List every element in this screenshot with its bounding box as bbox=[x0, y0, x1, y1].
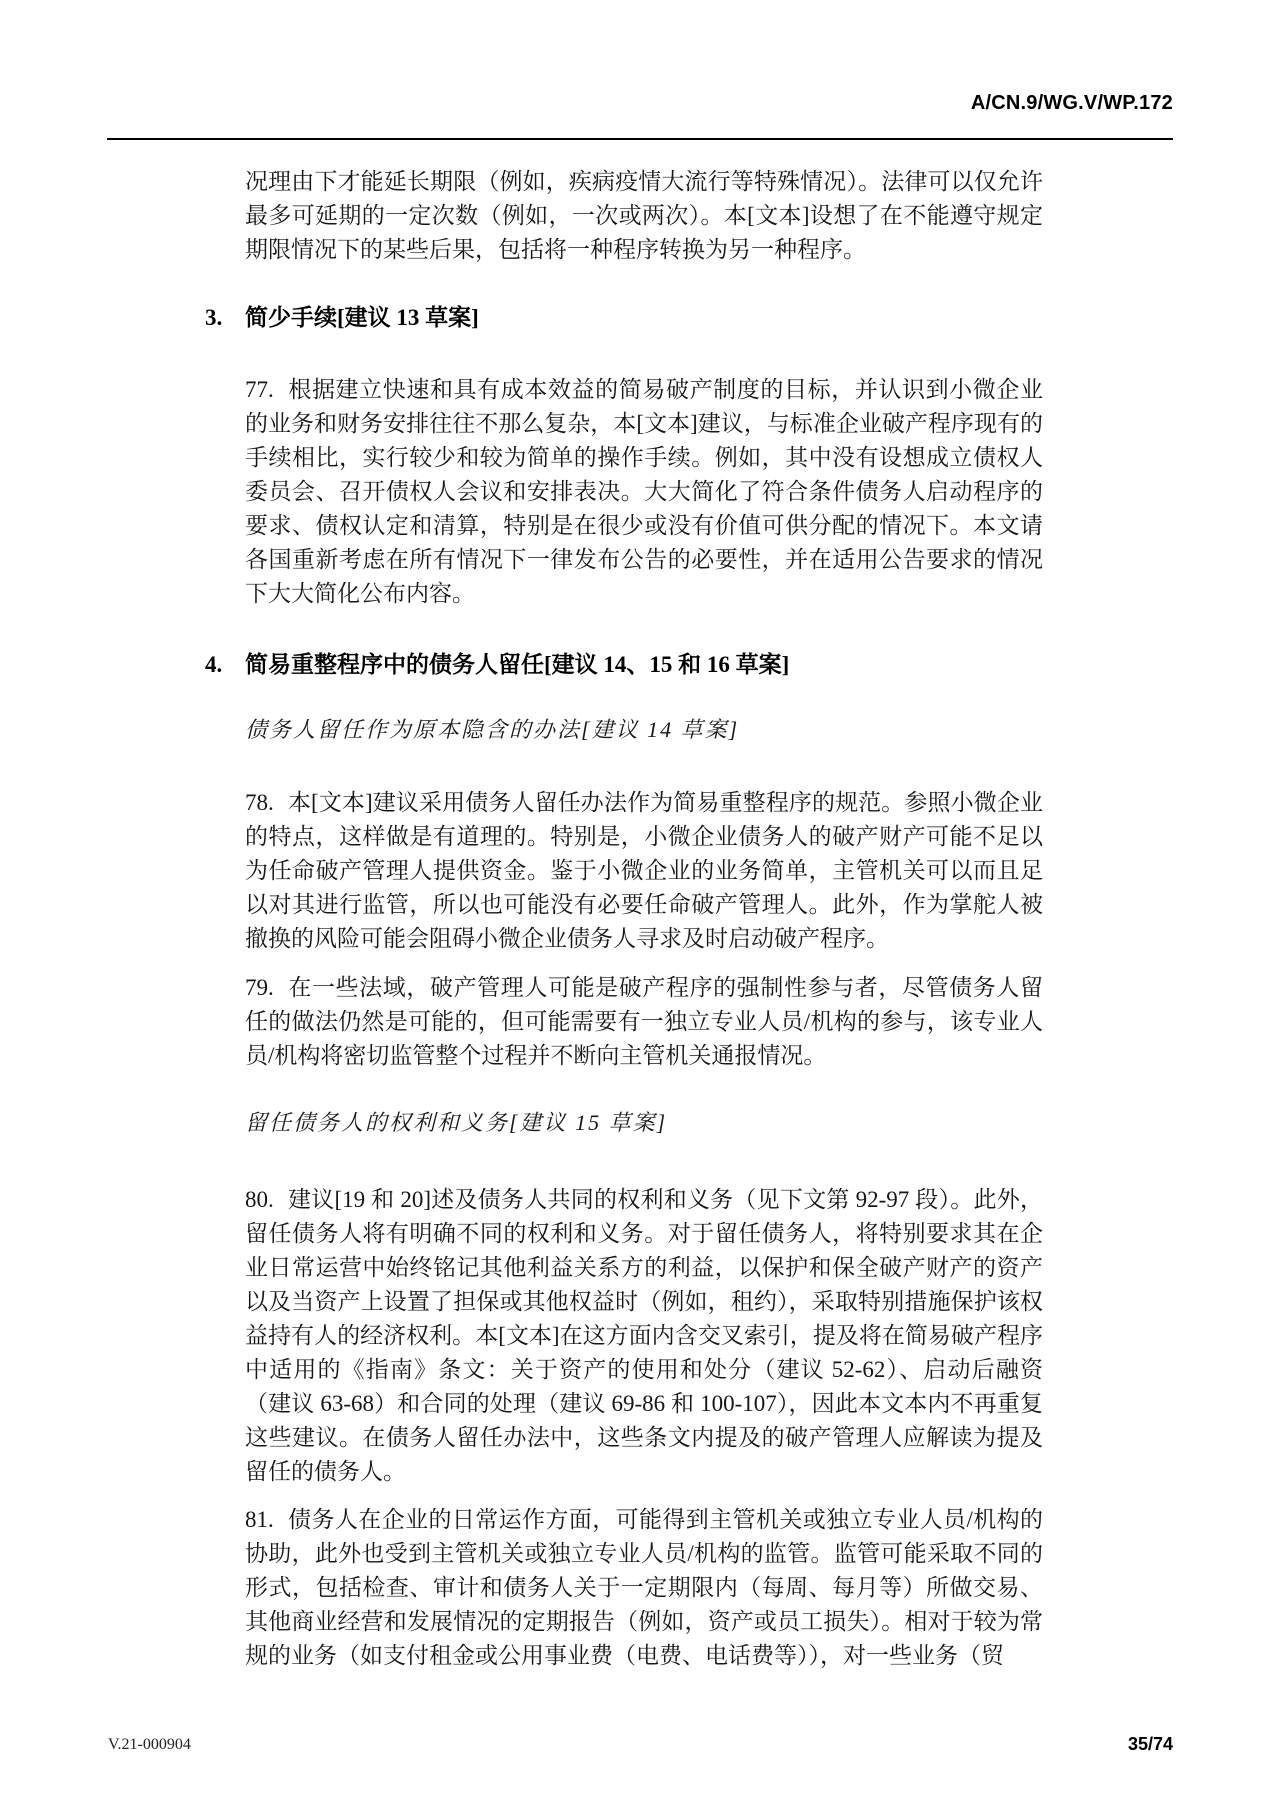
subheading-recommendation-15: 留任债务人的权利和义务[建议 15 草案] bbox=[245, 1110, 668, 1135]
paragraph-text: 建议[19 和 20]述及债务人共同的权利和义务（见下文第 92-97 段）。此外，留任债务人将有明确不同的权利和义务。对于留任债务人，将特别要求其在企业日常运营中始终铭记其他利益关系方的利益，以保护和保全破产财产的资产以及当资产上设置了担保或其他权益时（例如，租约），采取特别措施保护该权益持有人的经济权利。本[文本]在这方面内含交叉索引，提及将在简易破产程序中适用的《指南》条文：关于资产的使用和处分（建议 52-62）、启动后融资（建议 63-68）和合同的处理（建议 69-86 和 100-107），因此本文本内不再重复这些建议。在债务人留任办法中，这些条文内提及的破产管理人应解读为提及留任的债务人。 bbox=[245, 1187, 1043, 1484]
paragraph-number: 80. bbox=[245, 1187, 274, 1212]
paragraph-number: 77. bbox=[245, 377, 274, 402]
paragraph-continuation: 况理由下才能延长期限（例如，疾病疫情大流行等特殊情况）。法律可以仅允许最多可延期的一定次数（例如，一次或两次）。本[文本]设想了在不能遵守规定期限情况下的某些后果，包括将一种程序转换为另一种程序。 bbox=[245, 169, 1043, 262]
paragraph-78 bbox=[245, 786, 1043, 956]
footer-doc-number: V.21-000904 bbox=[108, 1736, 191, 1753]
paragraph-text: 债务人在企业的日常运作方面，可能得到主管机关或独立专业人员/机构的协助，此外也受到主管机关或独立专业人员/机构的监管。监管可能采取不同的形式，包括检查、审计和债务人关于一定期限内（每周、每月等）所做交易、其他商业经营和发展情况的定期报告（例如，资产或员工损失）。相对于较为常规的业务（如支付租金或公用事业费（电费、电话费等）），对一些业务（贸 bbox=[245, 1507, 1043, 1668]
paragraph-80 bbox=[245, 1183, 1043, 1489]
paragraph-81 bbox=[245, 1503, 1043, 1673]
header-rule bbox=[107, 138, 1173, 140]
section-title: 简易重整程序中的债务人留任[建议 14、15 和 16 草案] bbox=[245, 652, 790, 677]
paragraph-number: 78. bbox=[245, 790, 274, 815]
paragraph-text: 根据建立快速和具有成本效益的简易破产制度的目标，并认识到小微企业的业务和财务安排往往不那么复杂，本[文本]建议，与标准企业破产程序现有的手续相比，实行较少和较为简单的操作手续。例如，其中没有设想成立债权人委员会、召开债权人会议和安排表决。大大简化了符合条件债务人启动程序的要求、债权认定和清算，特别是在很少或没有价值可供分配的情况下。本文请各国重新考虑在所有情况下一律发布公告的必要性，并在适用公告要求的情况下大大简化公布内容。 bbox=[245, 377, 1043, 606]
paragraph-number: 81. bbox=[245, 1507, 274, 1532]
section-number: 3. bbox=[205, 305, 223, 330]
paragraph-77 bbox=[245, 373, 1043, 611]
subheading-recommendation-14: 债务人留任作为原本隐含的办法[建议 14 草案] bbox=[245, 717, 740, 742]
doc-symbol: A/CN.9/WG.V/WP.172 bbox=[970, 92, 1173, 114]
footer-page-indicator: 35/74 bbox=[1127, 1734, 1173, 1754]
section-heading-4 bbox=[205, 648, 1043, 682]
section-number: 4. bbox=[205, 652, 223, 677]
paragraph-79 bbox=[245, 971, 1043, 1073]
paragraph-text: 本[文本]建议采用债务人留任办法作为简易重整程序的规范。参照小微企业的特点，这样做是有道理的。特别是，小微企业债务人的破产财产可能不足以为任命破产管理人提供资金。鉴于小微企业的业务简单，主管机关可以而且足以对其进行监管，所以也可能没有必要任命破产管理人。此外，作为掌舵人被撤换的风险可能会阻碍小微企业债务人寻求及时启动破产程序。 bbox=[245, 790, 1043, 951]
section-heading-3 bbox=[205, 301, 1043, 335]
section-title: 简少手续[建议 13 草案] bbox=[245, 305, 479, 330]
paragraph-number: 79. bbox=[245, 975, 274, 1000]
paragraph-text: 在一些法域，破产管理人可能是破产程序的强制性参与者，尽管债务人留任的做法仍然是可能的，但可能需要有一独立专业人员/机构的参与，该专业人员/机构将密切监管整个过程并不断向主管机关通报情况。 bbox=[245, 975, 1043, 1068]
